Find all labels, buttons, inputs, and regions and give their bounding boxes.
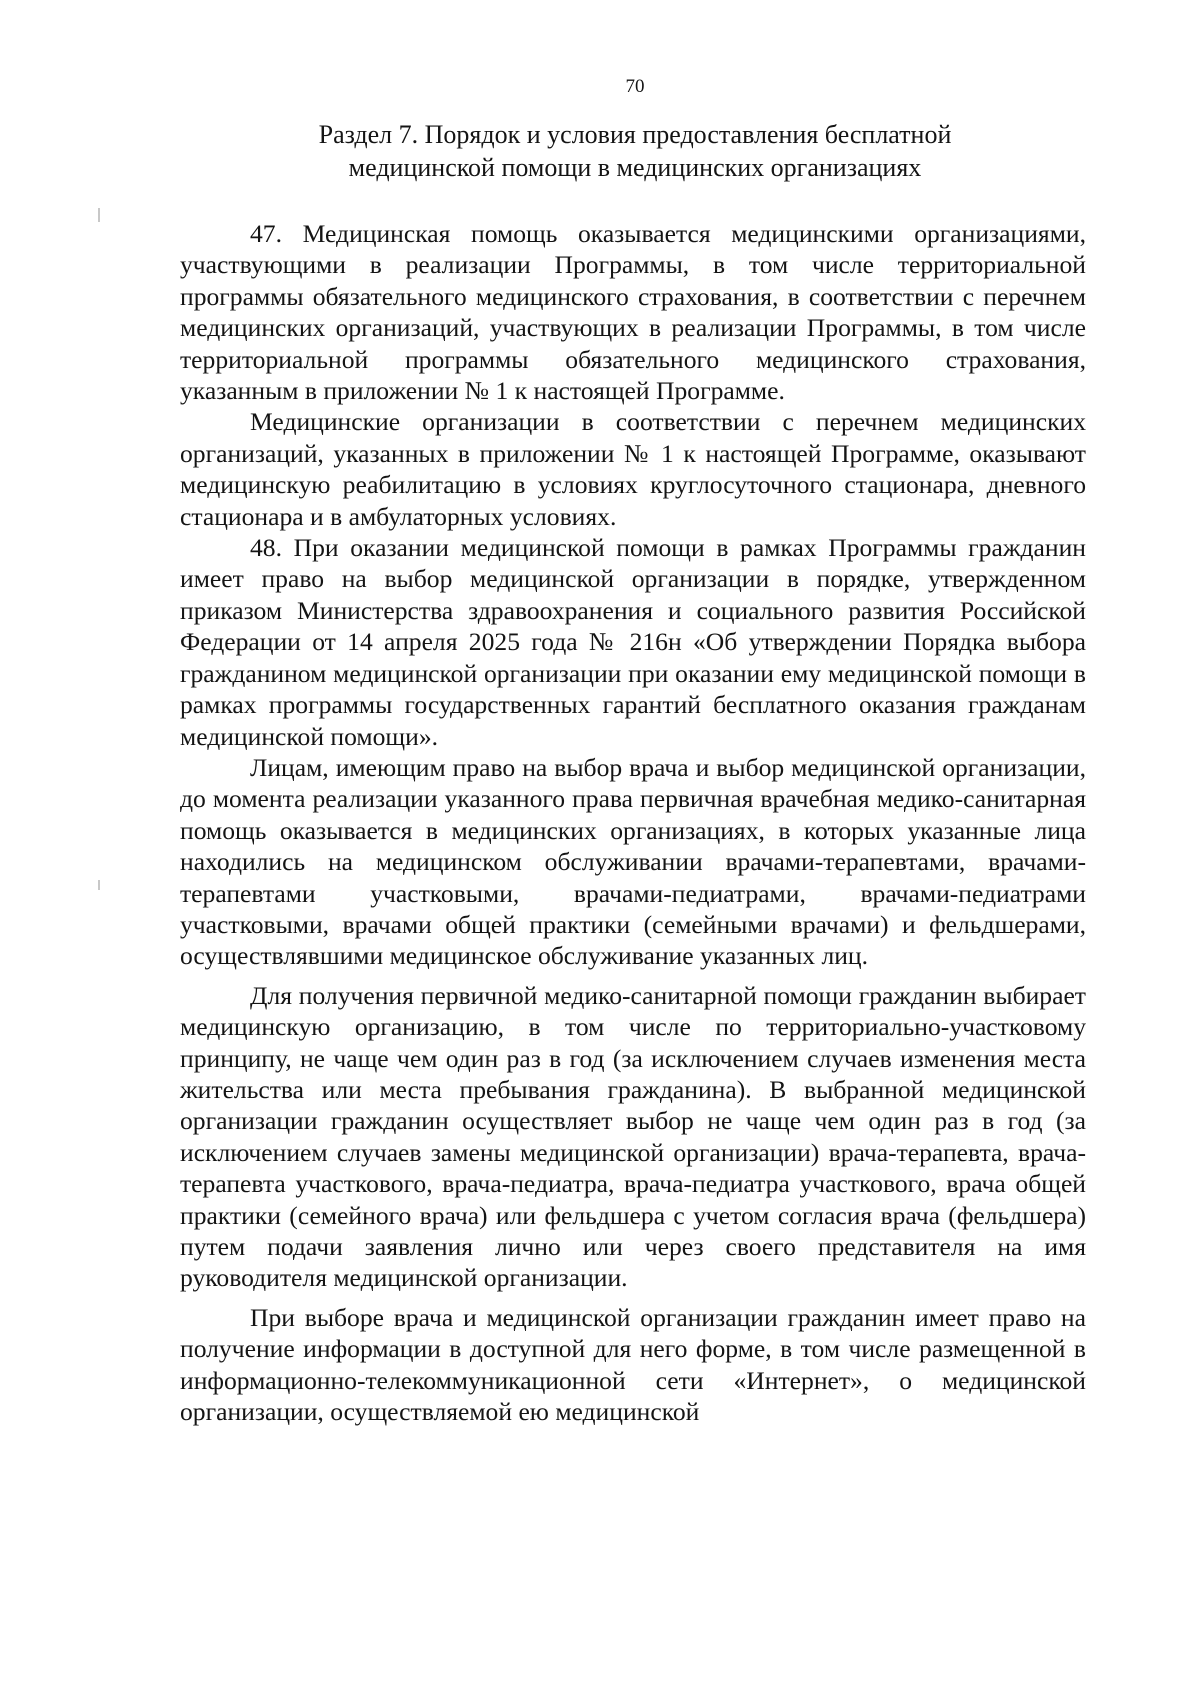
- scan-margin-mark: [98, 208, 100, 222]
- page-number: 70: [625, 76, 645, 97]
- paragraph-choice-of-organization: Для получения первичной медико-санитарной помощи гражданин выбирает медицинскую организацию, в том числе по территориально-участковому принципу, не чаще чем один раз в год (за исключением случаев изменения места жительства или места пребывания гражданина). В выбранной медицинской организации гражданин осуществляет выбор не чаще чем один раз в год (за исключением случаев замены медицинской организации) врача-терапевта, врача-терапевта участкового, врача-педиатра, врача-педиатра участкового, врача общей практики (семейного врача) или фельдшера с учетом согласия врача (фельдшера) путем подачи заявления лично или через своего представителя на имя руководителя медицинской организации.: [180, 980, 1086, 1293]
- paragraph-47: 47. Медицинская помощь оказывается медицинскими организациями, участвующими в реализации Программы, в том числе территориальной программы обязательного медицинского страхования, в соответствии с перечнем медицинских организаций, участвующих в реализации Программы, в том числе территориальной программы обязательного медицинского страхования, указанным в приложении № 1 к настоящей Программе.: [180, 219, 1086, 406]
- section-heading-line-2: медицинской помощи в медицинских организациях: [348, 153, 922, 182]
- document-body: [180, 218, 1086, 1427]
- paragraph-information-right: При выборе врача и медицинской организации гражданин имеет право на получение информации в доступной для него форме, в том числе размещенной в информационно-телекоммуникационной сети «Интернет», о медицинской организации, осуществляемой ею медицинской: [180, 1302, 1086, 1427]
- section-heading: [250, 118, 1020, 184]
- section-heading-line-1: Раздел 7. Порядок и условия предоставления бесплатной: [318, 120, 952, 149]
- paragraph-rehabilitation: Медицинские организации в соответствии с перечнем медицинских организаций, указанных в приложении № 1 к настоящей Программе, оказывают медицинскую реабилитацию в условиях круглосуточного стационара, дневного стационара и в амбулаторных условиях.: [180, 407, 1086, 531]
- paragraph-primary-care: Лицам, имеющим право на выбор врача и выбор медицинской организации, до момента реализации указанного права первичная врачебная медико-санитарная помощь оказывается в медицинских организациях, в которых указанные лица находились на медицинском обслуживании врачами-терапевтами, врачами-терапевтами участковыми, врачами-педиатрами, врачами-педиатрами участковыми, врачами общей практики (семейными врачами) и фельдшерами, осуществлявшими медицинское обслуживание указанных лиц.: [180, 752, 1086, 971]
- scan-margin-mark: [98, 880, 100, 890]
- paragraph-48: 48. При оказании медицинской помощи в рамках Программы гражданин имеет право на выбор медицинской организации в порядке, утвержденном приказом Министерства здравоохранения и социального развития Российской Федерации от 14 апреля 2025 года № 216н «Об утверждении Порядка выбора гражданином медицинской организации при оказании ему медицинской помощи в рамках программы государственных гарантий бесплатного оказания гражданам медицинской помощи».: [180, 533, 1086, 751]
